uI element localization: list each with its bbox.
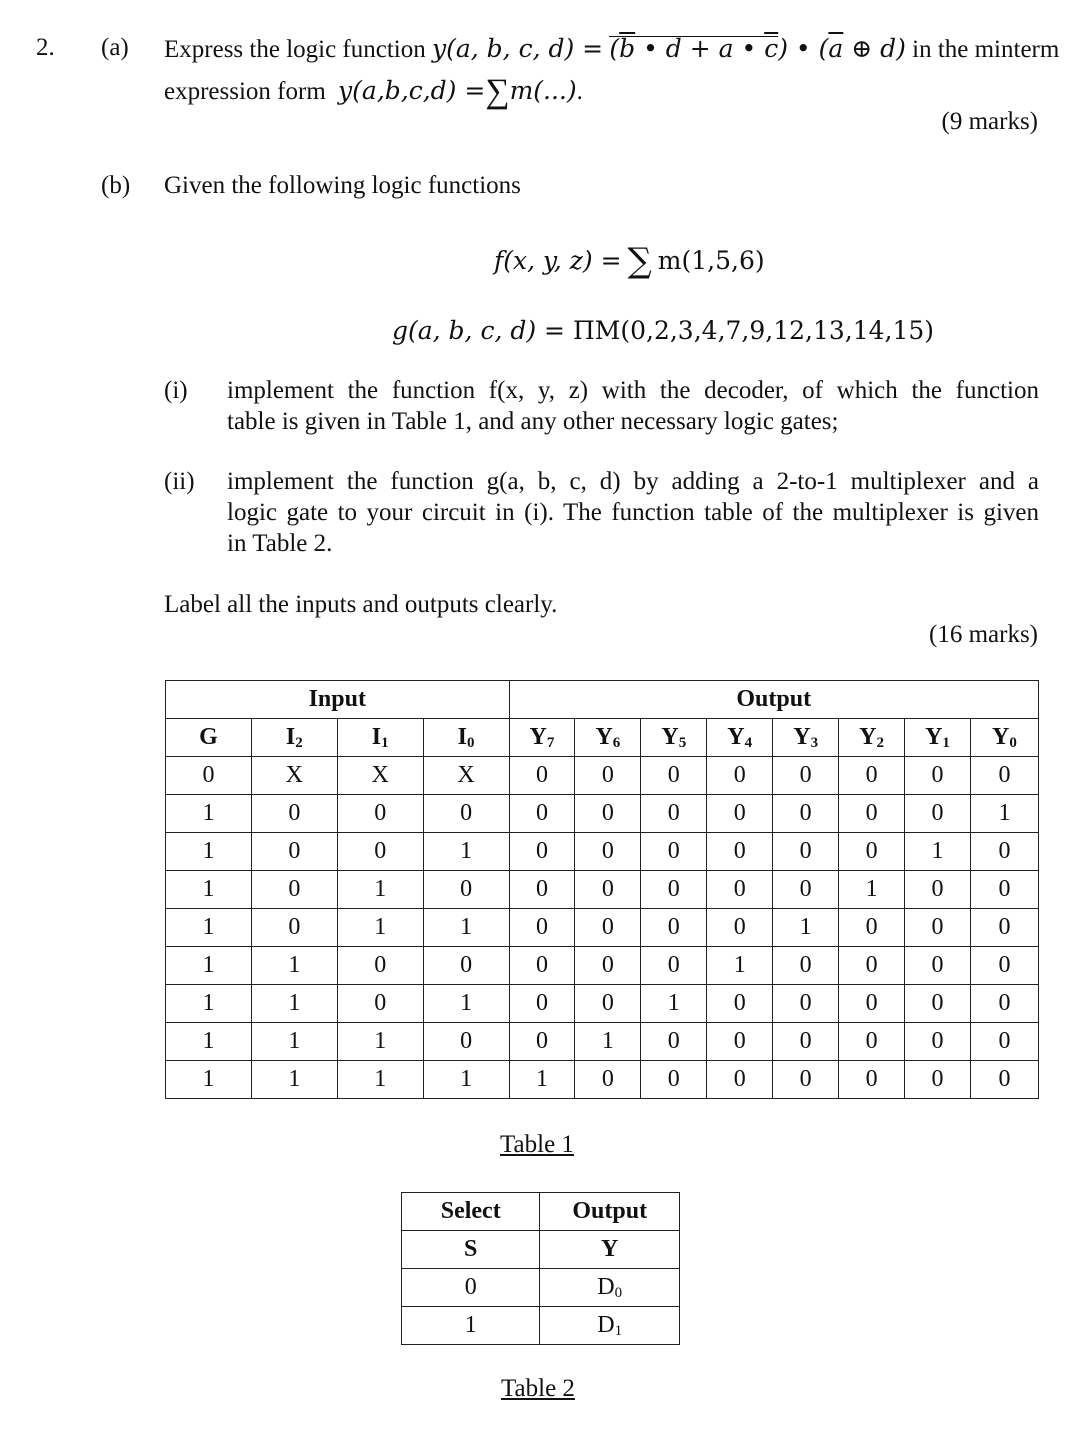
part-b-label: (b) xyxy=(101,172,131,199)
sub-ii-line1: implement the function g(a, b, c, d) by adding a 2-to-1 multiplexer and a xyxy=(227,468,1039,495)
table1-cell: 0 xyxy=(839,985,905,1023)
table1-cell: 0 xyxy=(773,947,839,985)
table2-select-header: Select xyxy=(402,1193,540,1231)
table1-cell: 0 xyxy=(839,757,905,795)
table1-header-subscript: 3 xyxy=(810,734,819,751)
table1-cell: 1 xyxy=(166,1061,252,1099)
table1-column-header xyxy=(905,719,971,757)
table1-cell: 1 xyxy=(166,871,252,909)
sigma-symbol: ∑ xyxy=(485,73,510,110)
sub-ii-line2: logic gate to your circuit in (i). The function table of the multiplexer is given xyxy=(227,499,1039,526)
part-a-text-suffix: in the minterm xyxy=(912,36,1060,63)
part-a-line2-end: . xyxy=(576,78,583,105)
table1-cell: 1 xyxy=(423,833,509,871)
table1-cell: 1 xyxy=(423,909,509,947)
table2-output-subscript: 1 xyxy=(614,1322,623,1339)
part-a-line2-prefix: expression form xyxy=(164,78,326,105)
table2-output-subscript: 0 xyxy=(614,1284,623,1301)
table1-cell: 0 xyxy=(575,909,641,947)
table1-cell: 0 xyxy=(707,985,773,1023)
table2-output-cell xyxy=(540,1269,680,1307)
table1-cell: 0 xyxy=(773,795,839,833)
table1-cell: 0 xyxy=(839,909,905,947)
table2-select-cell: 1 xyxy=(402,1307,540,1345)
table1-cell: 1 xyxy=(337,909,423,947)
sub-i-label: (i) xyxy=(164,377,188,404)
table1-cell: 0 xyxy=(905,795,971,833)
part-a-line1 xyxy=(164,34,1059,64)
table2-output-cell xyxy=(540,1307,680,1345)
table1-cell: 0 xyxy=(839,833,905,871)
table1-input-group: Input xyxy=(166,681,510,719)
table1-cell: 1 xyxy=(707,947,773,985)
table1-cell: 1 xyxy=(423,985,509,1023)
table1-cell: 0 xyxy=(970,947,1038,985)
table-row xyxy=(166,757,1039,795)
table1-cell: 0 xyxy=(970,909,1038,947)
table1-column-header xyxy=(773,719,839,757)
table1-cell: 1 xyxy=(575,1023,641,1061)
table-row xyxy=(166,947,1039,985)
table1-cell: 0 xyxy=(970,1023,1038,1061)
table1-header-subscript: 7 xyxy=(546,734,555,751)
table1-cell: 1 xyxy=(509,1061,575,1099)
table1-header-text: I xyxy=(457,723,467,750)
sub-ii-label: (ii) xyxy=(164,468,195,495)
table1-cell: 0 xyxy=(509,795,575,833)
question-number: 2. xyxy=(36,34,55,61)
table1-cell: 0 xyxy=(905,909,971,947)
part-a-marks: (9 marks) xyxy=(941,108,1038,135)
g-lhs: g(a, b, c, d) = xyxy=(392,316,565,345)
part-a-line2-lhs: y(a,b,c,d) = xyxy=(338,76,486,105)
part-a-overbar-expression: ($\overline{b}$ • d + a • $\overline{c}$ xyxy=(609,34,779,63)
table1-column-header xyxy=(575,719,641,757)
table1-header-text: Y xyxy=(793,723,811,750)
table1-cell: 0 xyxy=(905,871,971,909)
table1-cell: 0 xyxy=(337,795,423,833)
table1-cell: 0 xyxy=(970,1061,1038,1099)
sub-ii-line3: in Table 2. xyxy=(227,530,333,557)
table1-header-subscript: 6 xyxy=(612,734,621,751)
table1-cell: 0 xyxy=(970,985,1038,1023)
table1-cell: 0 xyxy=(509,1023,575,1061)
table1-cell: 0 xyxy=(905,985,971,1023)
table1-header-subscript: 1 xyxy=(942,734,950,751)
g-rhs: ΠM(0,2,3,4,7,9,12,13,14,15) xyxy=(572,316,935,345)
table1-cell: 1 xyxy=(337,1061,423,1099)
sub-i-line1: implement the function f(x, y, z) with the decoder, of which the function xyxy=(227,377,1039,404)
table1-cell: 0 xyxy=(575,985,641,1023)
table1-header-text: Y xyxy=(859,723,877,750)
part-a-line2-rhs: m(...) xyxy=(509,76,577,105)
table-row xyxy=(166,871,1039,909)
table1-header-text: Y xyxy=(992,723,1010,750)
table1-cell: 0 xyxy=(575,947,641,985)
table1-cell: 0 xyxy=(509,985,575,1023)
part-a-label: (a) xyxy=(101,34,129,61)
table-row xyxy=(166,909,1039,947)
table1-column-header xyxy=(423,719,509,757)
table2-caption: Table 2 xyxy=(501,1375,575,1402)
table2-output-header: Output xyxy=(540,1193,680,1231)
table1-cell: 0 xyxy=(641,909,707,947)
table1-cell: 0 xyxy=(509,909,575,947)
table1-cell: 0 xyxy=(839,1023,905,1061)
table2-output-text: D xyxy=(597,1311,615,1338)
table2-select-cell: 0 xyxy=(402,1269,540,1307)
table1-cell: 0 xyxy=(509,871,575,909)
table1-cell: 1 xyxy=(251,985,337,1023)
table1-cell: 0 xyxy=(575,1061,641,1099)
table1-cell: 0 xyxy=(575,871,641,909)
table1-header-subscript: 0 xyxy=(466,734,475,751)
table1-cell: 1 xyxy=(166,985,252,1023)
table1-column-header xyxy=(251,719,337,757)
decoder-function-table xyxy=(165,680,1039,1099)
part-a-expr-c: $\overline{c}$ xyxy=(764,34,779,63)
table1-cell: 1 xyxy=(773,909,839,947)
table1-cell: 0 xyxy=(509,833,575,871)
table1-column-header xyxy=(839,719,905,757)
table1-column-header xyxy=(337,719,423,757)
table1-cell: 0 xyxy=(905,1061,971,1099)
table1-column-header xyxy=(509,719,575,757)
table1-column-header xyxy=(970,719,1038,757)
table1-header-text: Y xyxy=(595,723,613,750)
part-a-expr-a: $\overline{a}$ xyxy=(828,34,844,63)
table1-cell: 0 xyxy=(337,985,423,1023)
table1-cell: 0 xyxy=(337,947,423,985)
table-row xyxy=(402,1269,680,1307)
f-rhs: m(1,5,6) xyxy=(657,246,765,275)
table1-cell: 0 xyxy=(641,1061,707,1099)
table1-cell: 0 xyxy=(707,795,773,833)
f-function xyxy=(494,238,765,281)
table1-cell: 0 xyxy=(707,757,773,795)
table1-cell: 0 xyxy=(707,1061,773,1099)
f-lhs: f(x, y, z) = xyxy=(494,246,622,275)
table1-cell: 1 xyxy=(423,1061,509,1099)
table1-cell: 1 xyxy=(839,871,905,909)
table1-cell: 0 xyxy=(509,757,575,795)
sub-i-line2: table is given in Table 1, and any other necessary logic gates; xyxy=(227,408,839,435)
table1-cell: 0 xyxy=(251,795,337,833)
table1-cell: 0 xyxy=(773,985,839,1023)
table-row xyxy=(166,1023,1039,1061)
f-sigma: ∑ xyxy=(627,241,652,281)
table1-output-group: Output xyxy=(509,681,1039,719)
table1-cell: 0 xyxy=(575,833,641,871)
table1-cell: 0 xyxy=(166,757,252,795)
table1-header-row xyxy=(166,719,1039,757)
table1-cell: 1 xyxy=(166,909,252,947)
table1-column-header xyxy=(166,719,252,757)
table1-cell: 1 xyxy=(166,1023,252,1061)
table1-cell: 1 xyxy=(337,871,423,909)
table1-cell: 0 xyxy=(641,795,707,833)
table1-column-header xyxy=(707,719,773,757)
table-row xyxy=(166,1061,1039,1099)
table1-cell: X xyxy=(337,757,423,795)
table1-cell: 0 xyxy=(423,1023,509,1061)
table1-header-text: Y xyxy=(529,723,547,750)
table1-cell: 1 xyxy=(251,1023,337,1061)
table1-cell: 0 xyxy=(773,1023,839,1061)
part-a-expr-mid: • d + a • xyxy=(635,34,765,63)
table1-header-text: G xyxy=(199,724,218,750)
table1-cell: 0 xyxy=(423,795,509,833)
multiplexer-function-table xyxy=(401,1192,680,1345)
table1-cell: 0 xyxy=(423,947,509,985)
table1-cell: 0 xyxy=(905,1023,971,1061)
table1-column-header xyxy=(641,719,707,757)
part-a-expr-xor: ⊕ d) xyxy=(843,34,906,63)
table1-cell: 0 xyxy=(641,947,707,985)
table1-cell: 0 xyxy=(575,795,641,833)
table1-cell: X xyxy=(423,757,509,795)
table1-cell: 0 xyxy=(839,947,905,985)
table2-s-header: S xyxy=(402,1231,540,1269)
table-row xyxy=(402,1307,680,1345)
table1-header-text: Y xyxy=(727,723,745,750)
table1-header-text: Y xyxy=(925,723,943,750)
table1-header-subscript: 4 xyxy=(744,734,753,751)
table1-header-subscript: 0 xyxy=(1009,734,1017,751)
table1-cell: 0 xyxy=(575,757,641,795)
table1-cell: 0 xyxy=(251,833,337,871)
table1-cell: 0 xyxy=(641,871,707,909)
part-a-line2 xyxy=(164,70,583,108)
table1-cell: 0 xyxy=(773,1061,839,1099)
table1-cell: 0 xyxy=(707,909,773,947)
table1-header-text: Y xyxy=(661,723,679,750)
table1-cell: 0 xyxy=(337,833,423,871)
table1-cell: 0 xyxy=(839,795,905,833)
table1-cell: 0 xyxy=(773,833,839,871)
g-function xyxy=(392,316,934,345)
table1-cell: 0 xyxy=(970,757,1038,795)
table1-cell: 0 xyxy=(423,871,509,909)
table1-cell: 1 xyxy=(251,1061,337,1099)
table1-header-subscript: 2 xyxy=(295,734,303,751)
table1-cell: 1 xyxy=(337,1023,423,1061)
label-note: Label all the inputs and outputs clearly. xyxy=(164,591,558,618)
table1-cell: 1 xyxy=(970,795,1038,833)
part-a-function-lhs: y(a, b, c, d) = xyxy=(432,34,604,63)
table1-cell: 0 xyxy=(641,833,707,871)
table1-cell: 1 xyxy=(251,947,337,985)
table1-cell: 0 xyxy=(641,757,707,795)
table1-header-subscript: 1 xyxy=(381,734,389,751)
table1-cell: 0 xyxy=(773,757,839,795)
table1-cell: 0 xyxy=(641,1023,707,1061)
table1-cell: 0 xyxy=(905,757,971,795)
table1-cell: 0 xyxy=(251,871,337,909)
table1-cell: X xyxy=(251,757,337,795)
table1-cell: 0 xyxy=(839,1061,905,1099)
table1-cell: 0 xyxy=(707,833,773,871)
table-row xyxy=(166,985,1039,1023)
table2-output-text: D xyxy=(597,1273,615,1300)
table1-cell: 1 xyxy=(166,795,252,833)
table1-cell: 0 xyxy=(707,1023,773,1061)
table1-cell: 1 xyxy=(166,833,252,871)
table1-cell: 1 xyxy=(905,833,971,871)
table1-cell: 1 xyxy=(641,985,707,1023)
table1-header-text: I xyxy=(371,723,382,750)
table1-header-subscript: 2 xyxy=(876,734,884,751)
table1-cell: 0 xyxy=(707,871,773,909)
part-a-expr-b: $\overline{b}$ xyxy=(619,34,636,63)
table1-cell: 0 xyxy=(970,871,1038,909)
table1-cell: 0 xyxy=(970,833,1038,871)
table1-header-subscript: 5 xyxy=(678,734,687,751)
table2-y-header: Y xyxy=(540,1231,680,1269)
table1-header-text: I xyxy=(285,723,296,750)
part-b-marks: (16 marks) xyxy=(929,621,1038,648)
table1-cell: 0 xyxy=(509,947,575,985)
part-a-expr-dot: ) • ( xyxy=(778,34,829,63)
table-row xyxy=(166,833,1039,871)
table1-cell: 0 xyxy=(905,947,971,985)
table1-cell: 1 xyxy=(166,947,252,985)
part-a-text-prefix: Express the logic function xyxy=(164,36,426,63)
table1-cell: 0 xyxy=(251,909,337,947)
table1-cell: 0 xyxy=(773,871,839,909)
table1-caption: Table 1 xyxy=(500,1131,574,1158)
table-row xyxy=(166,795,1039,833)
part-b-intro: Given the following logic functions xyxy=(164,172,521,199)
